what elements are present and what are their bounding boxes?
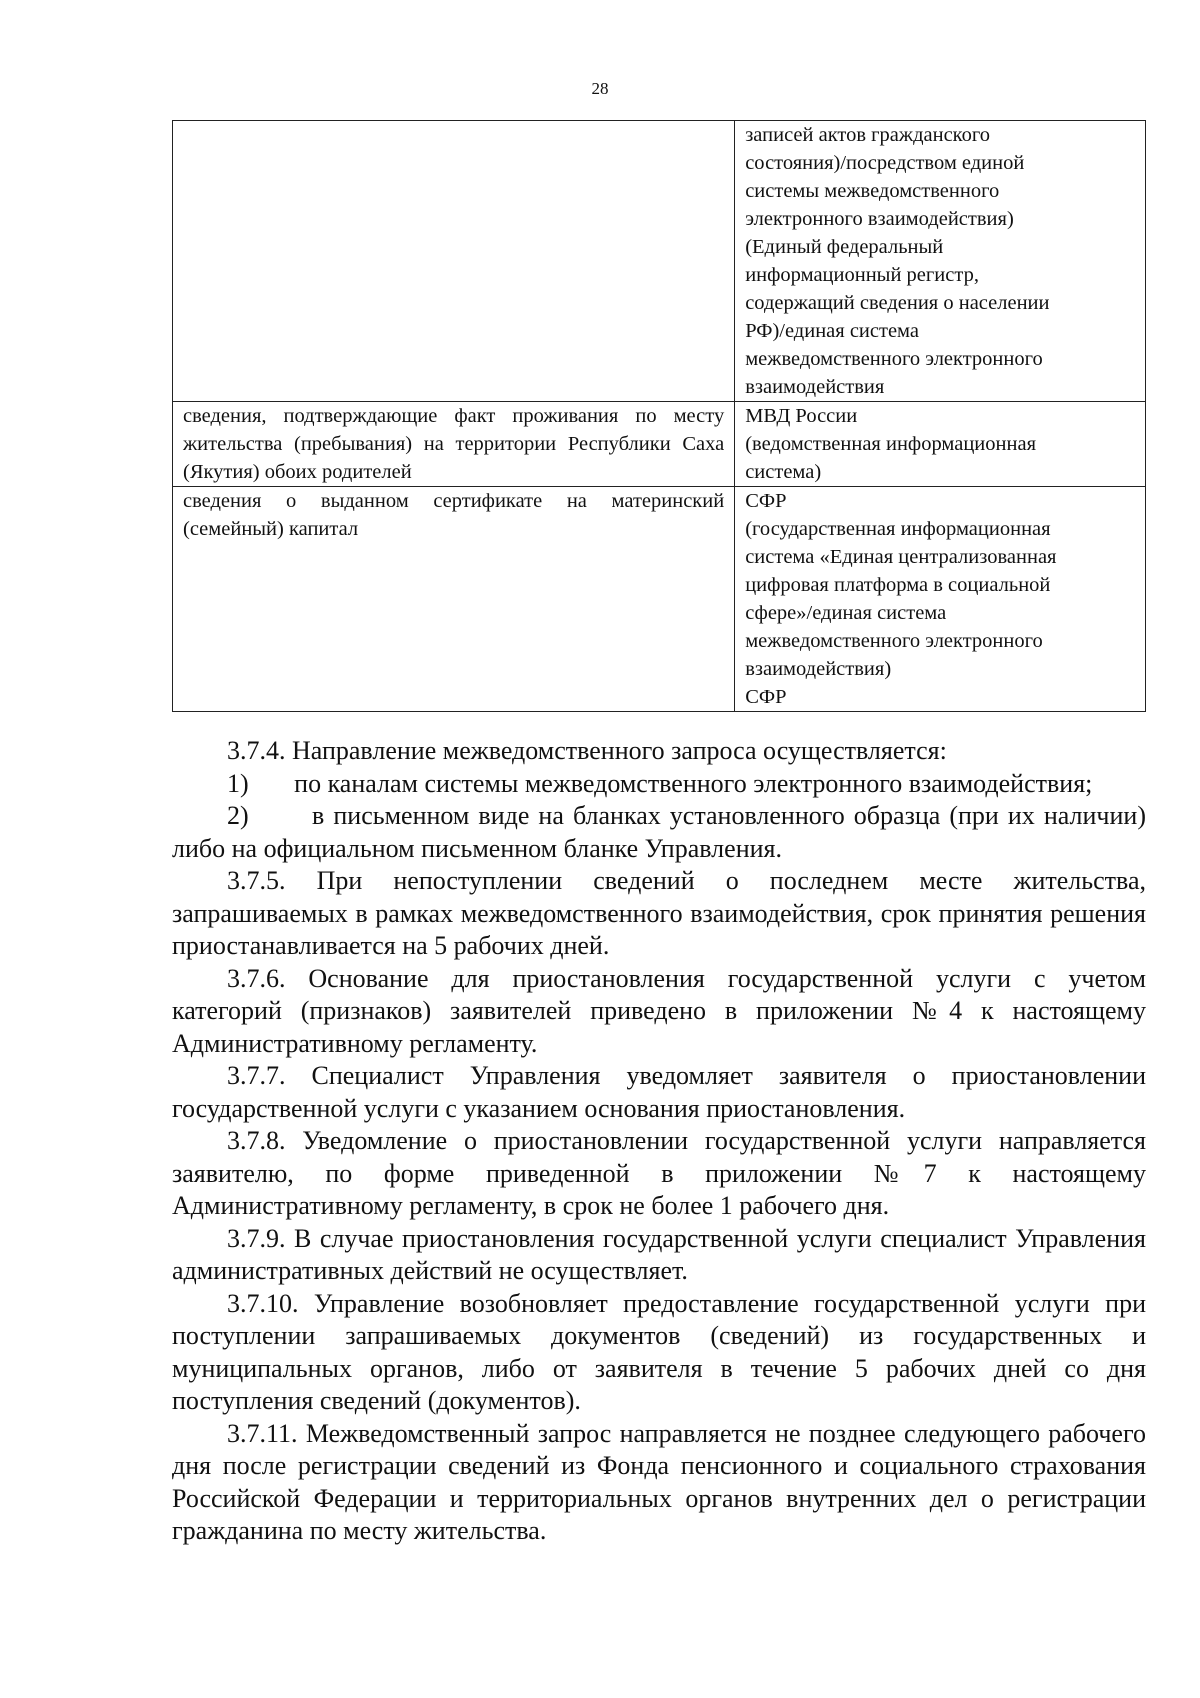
paragraph-3-7-5: 3.7.5. При непоступлении сведений о последнем месте жительства, запрашиваемых в рамках межведомственного взаимодействия, срок принятия решения приостанавливается на 5 рабочих дней. <box>172 866 1146 960</box>
cell-line: цифровая платформа в социальной <box>745 574 1051 596</box>
cell-line: сфере»/единая система <box>745 602 947 624</box>
cell-line: электронного взаимодействия) <box>745 208 1014 230</box>
cell-line: система) <box>745 461 822 483</box>
table-row <box>173 121 1146 402</box>
table-row <box>173 487 1146 712</box>
list-item-2: 2) в письменном виде на бланках установленного образца (при их наличии) либо на официальном письменном бланке Управления. <box>172 801 1146 863</box>
paragraph-3-7-11: 3.7.11. Межведомственный запрос направляется не позднее следующего рабочего дня после регистрации сведений из Фонда пенсионного и социального страхования Российской Федерации и территориальных органов внутренних дел о регистрации гражданина по месту жительства. <box>172 1418 1146 1545</box>
cell-line: системы межведомственного <box>745 180 1000 202</box>
page-number: 28 <box>591 79 609 98</box>
table-cell-document: сведения, подтверждающие факт проживания по месту жительства (пребывания) на территории Республики Саха (Якутия) обоих родителей <box>173 402 735 487</box>
cell-line: информационный регистр, <box>745 264 979 286</box>
paragraph-3-7-9: 3.7.9. В случае приостановления государственной услуги специалист Управления административных действий не осуществляет. <box>172 1223 1146 1285</box>
document-body <box>172 735 1146 1548</box>
cell-line: РФ)/единая система <box>745 320 919 342</box>
table-cell-source <box>735 121 1146 402</box>
cell-line: состояния)/посредством единой <box>745 152 1025 174</box>
cell-line: взаимодействия) <box>745 658 892 680</box>
cell-line: система «Единая централизованная <box>745 546 1057 568</box>
cell-line: МВД России <box>745 405 858 427</box>
table-cell-source <box>735 402 1146 487</box>
paragraph-3-7-4: 3.7.4. Направление межведомственного запроса осуществляется: <box>227 736 947 765</box>
cell-line: СФР <box>745 490 787 512</box>
list-item-1: 1) по каналам системы межведомственного электронного взаимодействия; <box>227 768 1093 798</box>
cell-line: (Единый федеральный <box>745 236 944 258</box>
table-cell-source <box>735 487 1146 712</box>
cell-line: межведомственного электронного <box>745 348 1043 370</box>
paragraph-3-7-8: 3.7.8. Уведомление о приостановлении государственной услуги направляется заявителю, по форме приведенной в приложении №7 к настоящему Административному регламенту, в срок не более 1 рабочего дня. <box>172 1126 1146 1220</box>
cell-line: содержащий сведения о населении <box>745 292 1050 314</box>
cell-line: (ведомственная информационная <box>745 433 1036 455</box>
paragraph-3-7-6: 3.7.6. Основание для приостановления государственной услуги с учетом категорий (признаков) заявителей приведено в приложении №4 к настоящему Административному регламенту. <box>172 963 1146 1058</box>
table-cell-document: сведения о выданном сертификате на материнский (семейный) капитал <box>173 487 735 712</box>
cell-line: СФР <box>745 686 787 708</box>
paragraph-3-7-10: 3.7.10. Управление возобновляет предоставление государственной услуги при поступлении запрашиваемых документов (сведений) из государственных и муниципальных органов, либо от заявителя в течение 5 рабочих дней со дня поступления сведений (документов). <box>172 1288 1146 1415</box>
cell-line: (государственная информационная <box>745 518 1051 540</box>
cell-line: взаимодействия <box>745 376 885 398</box>
table-row <box>173 402 1146 487</box>
agency-info-table <box>172 120 1146 712</box>
table-cell-document <box>173 121 735 402</box>
paragraph-3-7-7: 3.7.7. Специалист Управления уведомляет заявителя о приостановлении государственной услуги с указанием основания приостановления. <box>172 1061 1146 1123</box>
cell-line: записей актов гражданского <box>745 124 990 146</box>
cell-line: межведомственного электронного <box>745 630 1043 652</box>
